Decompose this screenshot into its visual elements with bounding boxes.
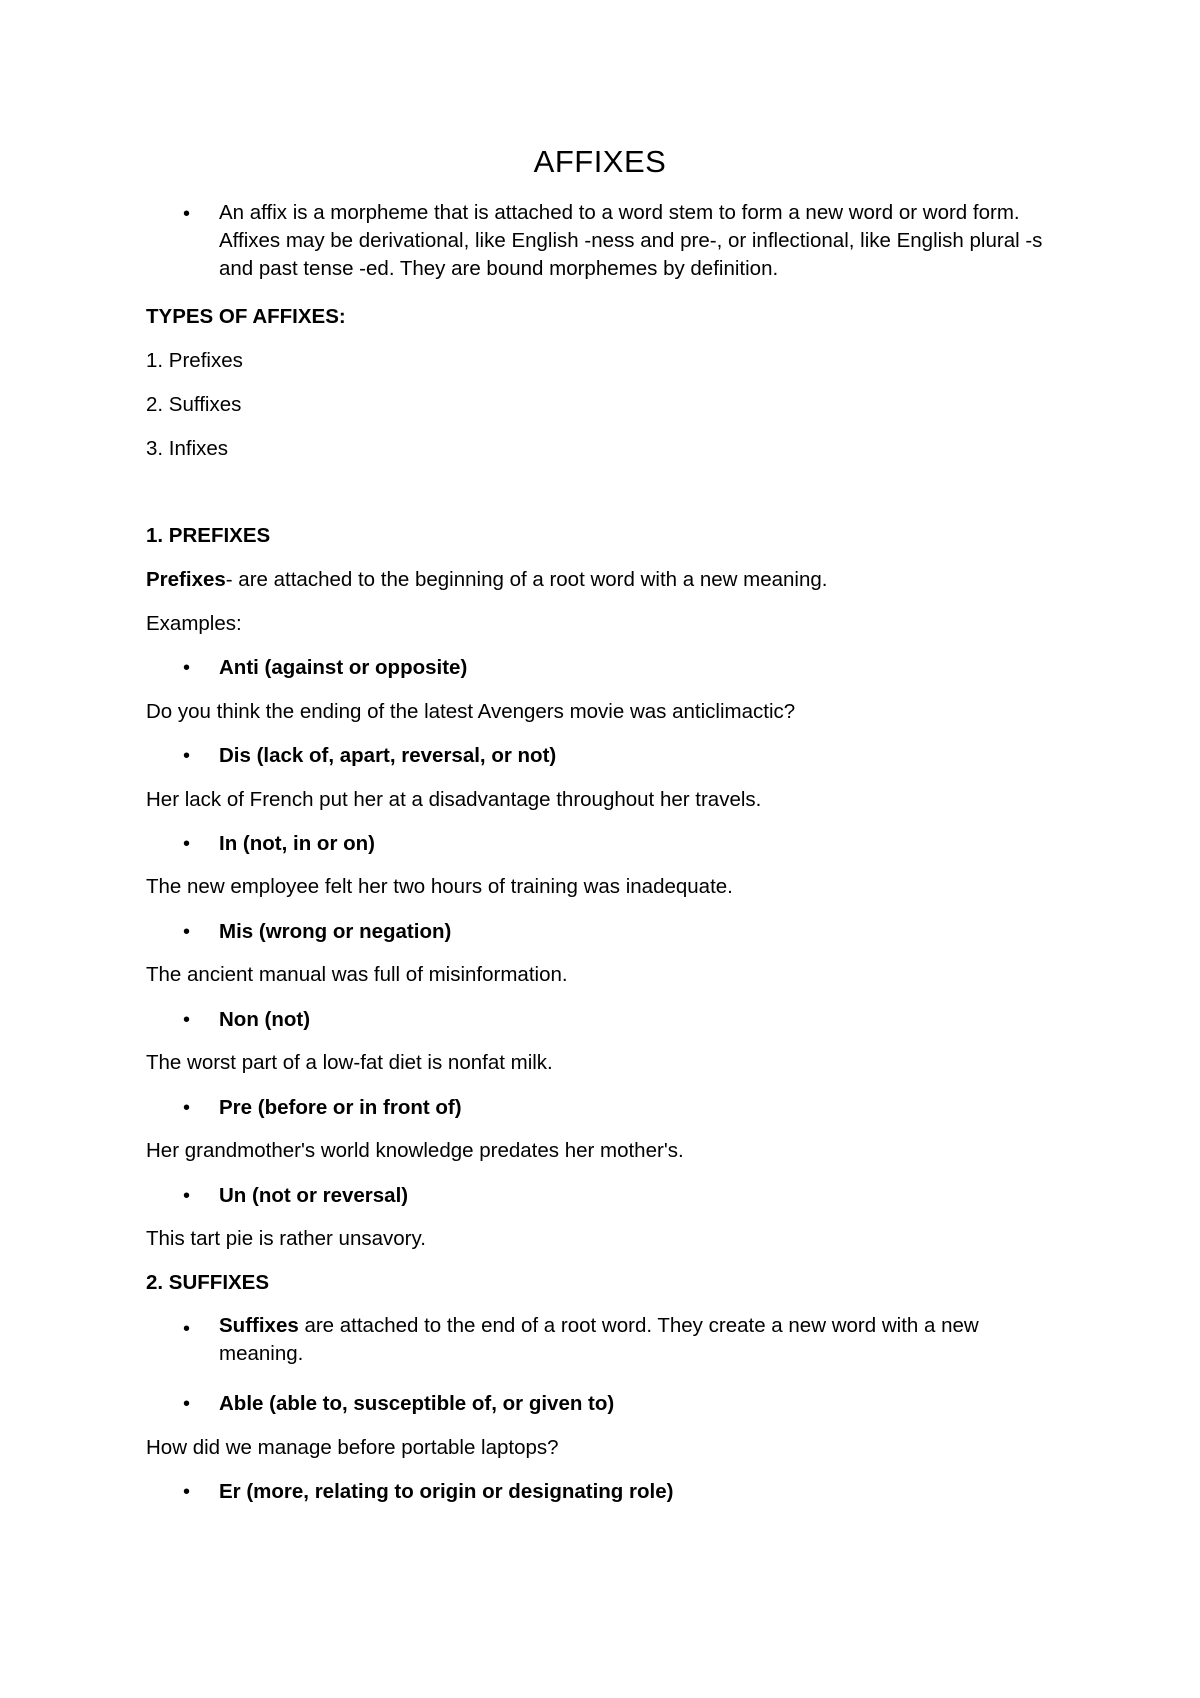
intro-bullet: • bbox=[183, 203, 191, 225]
prefix-label-pre: Pre (before or in front of) bbox=[219, 1096, 462, 1119]
suffixes-heading: 2. SUFFIXES bbox=[146, 1271, 270, 1294]
prefix-bullet: • bbox=[183, 921, 191, 943]
prefix-bullet: • bbox=[183, 745, 191, 767]
page-title: AFFIXES bbox=[533, 144, 667, 179]
types-heading: TYPES OF AFFIXES: bbox=[146, 305, 346, 328]
prefix-example-non: The worst part of a low-fat diet is nonfat milk. bbox=[146, 1051, 553, 1074]
prefix-bullet: • bbox=[183, 1185, 191, 1207]
suffixes-definition-text: are attached to the end of a root word. They create a new word with a new meaning. bbox=[219, 1314, 979, 1365]
type-item-prefixes: 1. Prefixes bbox=[146, 349, 243, 372]
prefixes-definition bbox=[146, 568, 828, 592]
prefix-bullet: • bbox=[183, 1009, 191, 1031]
type-item-suffixes: 2. Suffixes bbox=[146, 393, 242, 416]
prefix-label-un: Un (not or reversal) bbox=[219, 1184, 409, 1207]
prefix-example-dis: Her lack of French put her at a disadvantage throughout her travels. bbox=[146, 788, 762, 811]
prefix-example-pre: Her grandmother's world knowledge predates her mother's. bbox=[146, 1139, 684, 1162]
suffixes-definition bbox=[219, 1312, 1049, 1368]
prefix-bullet: • bbox=[183, 833, 191, 855]
type-item-infixes: 3. Infixes bbox=[146, 437, 229, 460]
prefix-example-un: This tart pie is rather unsavory. bbox=[146, 1227, 426, 1250]
prefix-bullet: • bbox=[183, 657, 191, 679]
prefix-bullet: • bbox=[183, 1097, 191, 1119]
prefix-example-in: The new employee felt her two hours of training was inadequate. bbox=[146, 875, 733, 898]
prefixes-definition-text: - are attached to the beginning of a root word with a new meaning. bbox=[225, 568, 828, 591]
prefix-label-anti: Anti (against or opposite) bbox=[219, 656, 468, 679]
prefix-example-mis: The ancient manual was full of misinformation. bbox=[146, 963, 568, 986]
prefix-label-non: Non (not) bbox=[219, 1008, 311, 1031]
suffix-example-able: How did we manage before portable laptops? bbox=[146, 1436, 559, 1459]
intro-paragraph: An affix is a morpheme that is attached to a word stem to form a new word or word form. Affixes may be derivational, like English -ness and pre-, or inflectional, like English plural -s and past tense -ed. They are bound morphemes by definition. bbox=[219, 201, 1043, 280]
prefixes-term: Prefixes bbox=[146, 568, 226, 591]
prefix-label-mis: Mis (wrong or negation) bbox=[219, 920, 452, 943]
suffix-bullet: • bbox=[183, 1318, 191, 1340]
prefix-label-dis: Dis (lack of, apart, reversal, or not) bbox=[219, 744, 557, 767]
prefix-example-anti: Do you think the ending of the latest Avengers movie was anticlimactic? bbox=[146, 700, 796, 723]
suffixes-term: Suffixes bbox=[219, 1314, 299, 1337]
examples-label: Examples: bbox=[146, 612, 242, 635]
suffix-label-able: Able (able to, susceptible of, or given to) bbox=[219, 1392, 615, 1415]
suffix-bullet: • bbox=[183, 1481, 191, 1503]
suffix-label-er: Er (more, relating to origin or designating role) bbox=[219, 1480, 674, 1503]
prefix-label-in: In (not, in or on) bbox=[219, 832, 375, 855]
prefixes-heading: 1. PREFIXES bbox=[146, 524, 271, 547]
suffix-bullet: • bbox=[183, 1393, 191, 1415]
